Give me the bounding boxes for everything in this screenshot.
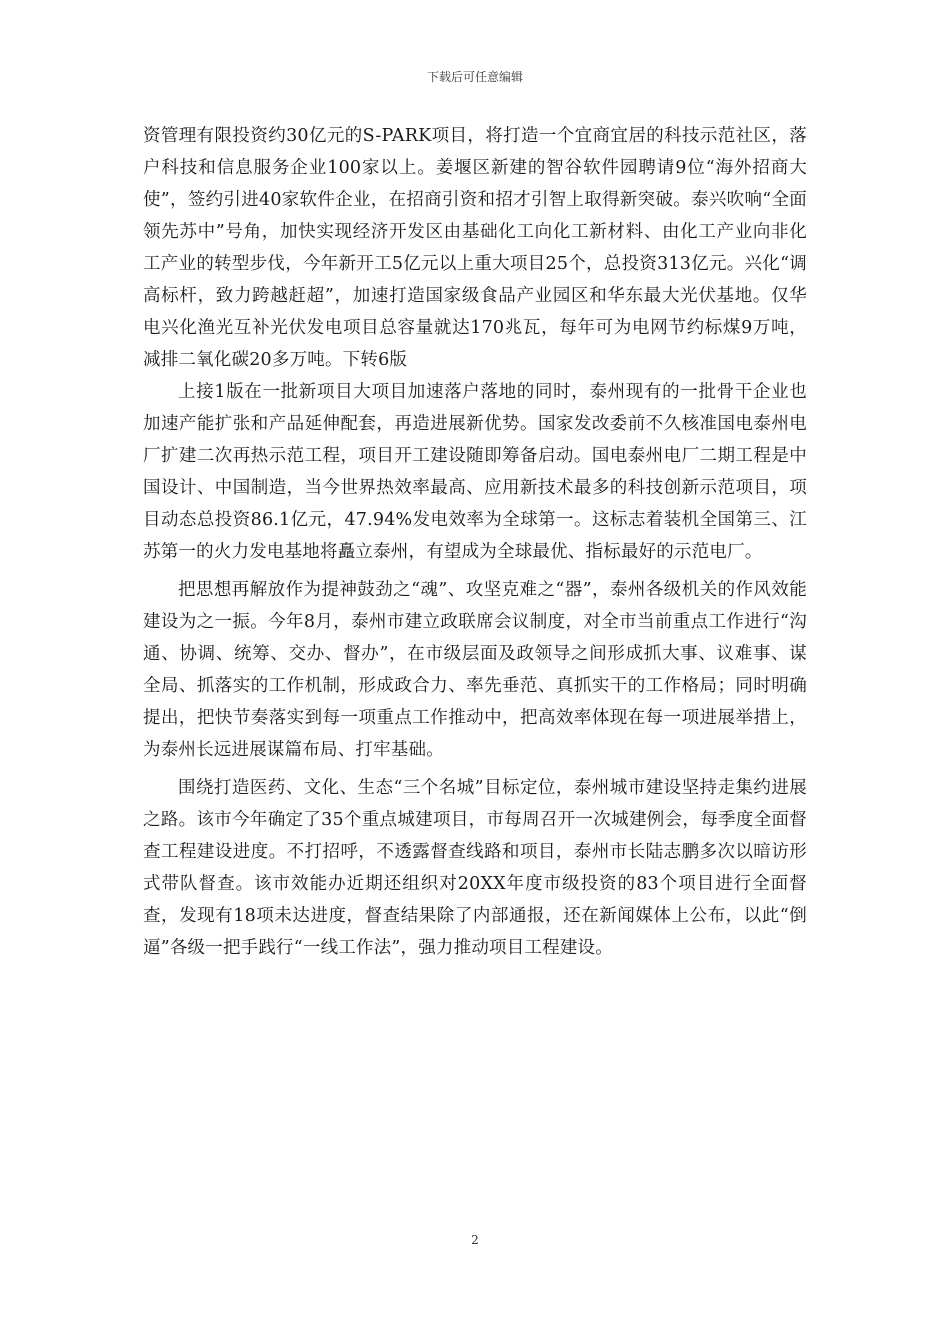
page-number: 2 <box>471 1233 479 1247</box>
paragraph-power-plant: 上接1版在一批新项目大项目加速落户落地的同时，泰州现有的一批骨干企业也加速产能扩张和产品延伸配套，再造进展新优势。国家发改委前不久核准国电泰州电厂扩建二次再热示范工程，项目开工建设随即筹备启动。国电泰州电厂二期工程是中国设计、中国制造，当今世界热效率最高、应用新技术最多的科技创新示范项目，项目动态总投资86.1亿元，47.94%发电效率为全球第一。这标志着装机全国第三、江苏第一的火力发电基地将矗立泰州，有望成为全球最优、指标最好的示范电厂。 <box>143 382 807 562</box>
document-body <box>143 120 807 964</box>
page-header-note: 下载后可任意编辑 <box>426 70 523 84</box>
paragraph-work-style: 把思想再解放作为提神鼓劲之“魂”、攻坚克难之“器”，泰州各级机关的作风效能建设为之一振。今年8月，泰州市建立政联席会议制度，对全市当前重点工作进行“沟通、协调、统筹、交办、督办”，在市级层面及政领导之间形成抓大事、议难事、谋全局、抓落实的工作机制，形成政合力、率先垂范、真抓实干的工作格局；同时明确提出，把快节奏落实到每一项重点工作推动中，把高效率体现在每一项进展举措上，为泰州长远进展谋篇布局、打牢基础。 <box>143 580 807 760</box>
paragraph-continuation: 资管理有限投资约30亿元的S-PARK项目，将打造一个宜商宜居的科技示范社区，落户科技和信息服务企业100家以上。姜堰区新建的智谷软件园聘请9位“海外招商大使”，签约引进40家软件企业，在招商引资和招才引智上取得新突破。泰兴吹响“全面领先苏中”号角，加快实现经济开发区由基础化工向化工新材料、由化工产业向非化工产业的转型步伐，今年新开工5亿元以上重大项目25个，总投资313亿元。兴化“调高标杆，致力跨越赶超”，加速打造国家级食品产业园区和华东最大光伏基地。仅华电兴化渔光互补光伏发电项目总容量就达170兆瓦，每年可为电网节约标煤9万吨，减排二氧化碳20多万吨。下转6版 <box>143 126 807 370</box>
paragraph-urban-construction: 围绕打造医药、文化、生态“三个名城”目标定位，泰州城市建设坚持走集约进展之路。该市今年确定了35个重点城建项目，市每周召开一次城建例会，每季度全面督查工程建设进度。不打招呼，不透露督查线路和项目，泰州市长陆志鹏多次以暗访形式带队督查。该市效能办近期还组织对20XX年度市级投资的83个项目进行全面督查，发现有18项未达进度，督查结果除了内部通报，还在新闻媒体上公布，以此“倒逼”各级一把手践行“一线工作法”，强力推动项目工程建设。 <box>143 778 807 958</box>
